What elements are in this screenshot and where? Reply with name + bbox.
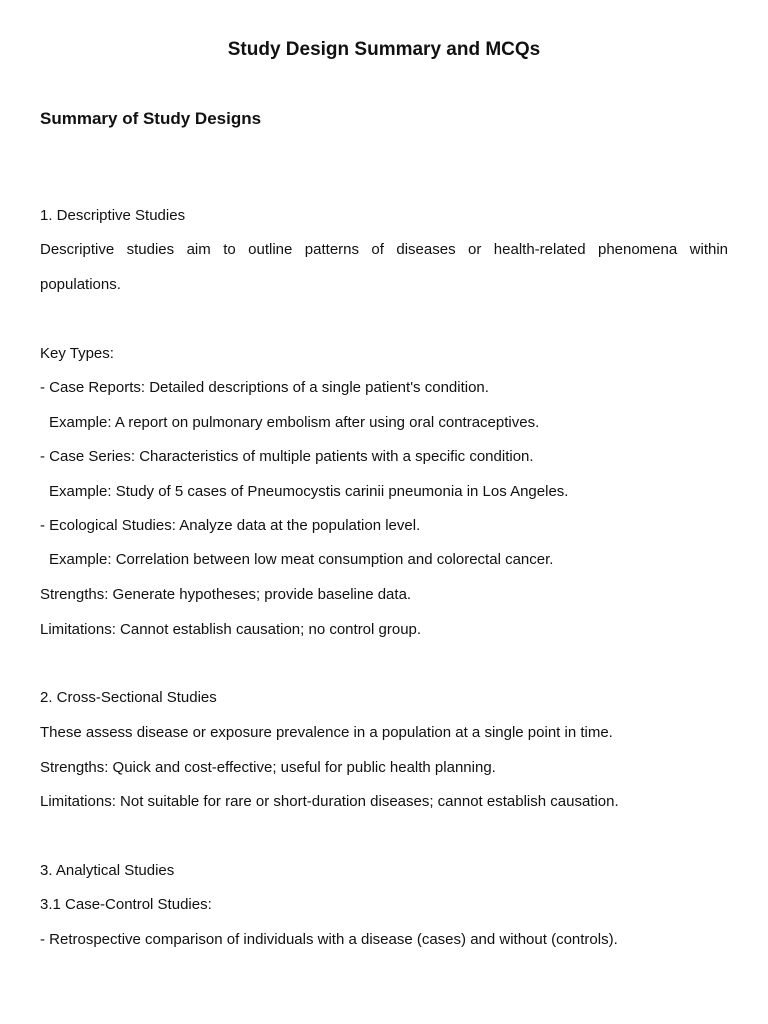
page-title: Study Design Summary and MCQs: [227, 39, 541, 60]
limitations-line: Limitations: Not suitable for rare or short-duration diseases; cannot establish causation.: [40, 793, 619, 810]
list-item-example: Example: Correlation between low meat consumption and colorectal cancer.: [49, 551, 554, 568]
paragraph-line: Descriptive studies aim to outline patterns of diseases or health-related phenomena within: [40, 241, 728, 258]
list-item: - Case Series: Characteristics of multiple patients with a specific condition.: [40, 448, 534, 465]
key-types-label: Key Types:: [40, 345, 114, 362]
subsection-heading-descriptive: 1. Descriptive Studies: [40, 207, 186, 224]
paragraph-line: populations.: [40, 276, 121, 293]
subsection-heading-cross-sectional: 2. Cross-Sectional Studies: [40, 689, 217, 706]
paragraph-line: These assess disease or exposure prevalence in a population at a single point in time.: [40, 724, 613, 741]
list-item: - Case Reports: Detailed descriptions of a single patient's condition.: [40, 379, 489, 396]
subsection-heading-case-control: 3.1 Case-Control Studies:: [40, 896, 212, 913]
list-item: - Ecological Studies: Analyze data at the population level.: [40, 517, 421, 534]
limitations-line: Limitations: Cannot establish causation; no control group.: [40, 621, 422, 638]
section-heading: Summary of Study Designs: [40, 109, 262, 128]
strengths-line: Strengths: Generate hypotheses; provide baseline data.: [40, 586, 412, 603]
list-item: - Retrospective comparison of individuals with a disease (cases) and without (controls).: [40, 931, 618, 948]
strengths-line: Strengths: Quick and cost-effective; useful for public health planning.: [40, 759, 496, 776]
list-item-example: Example: A report on pulmonary embolism after using oral contraceptives.: [49, 414, 540, 431]
list-item-example: Example: Study of 5 cases of Pneumocystis carinii pneumonia in Los Angeles.: [49, 483, 569, 500]
subsection-heading-analytical: 3. Analytical Studies: [40, 862, 175, 879]
